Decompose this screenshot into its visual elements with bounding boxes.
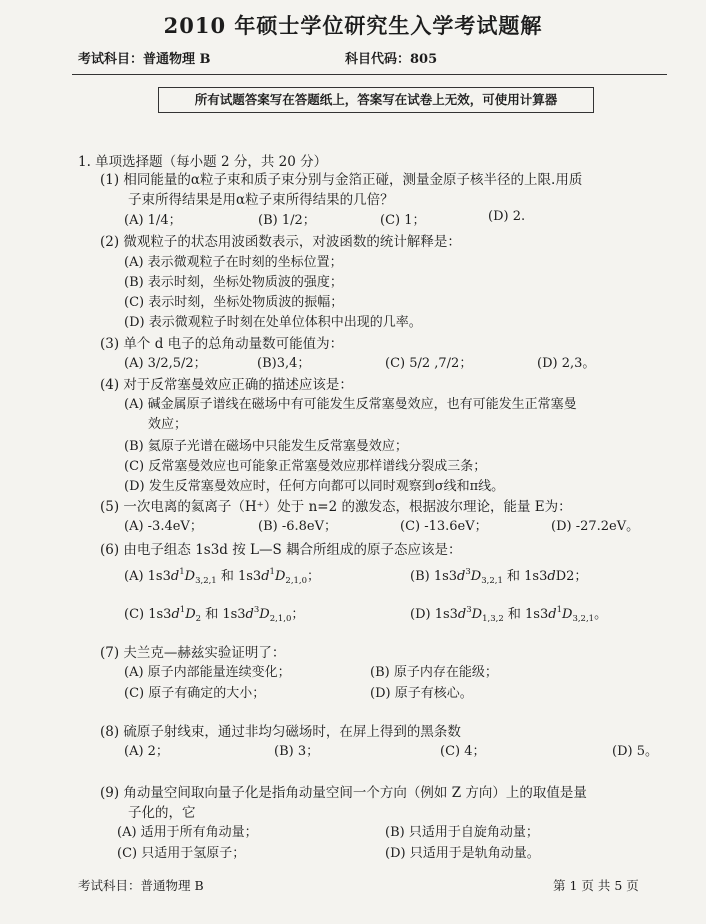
- question-9-option-a: (A) 适用于所有角动量；: [117, 825, 258, 840]
- question-1-option-a: (A) 1/4；: [124, 213, 182, 228]
- question-7-option-a: (A) 原子内部能量连续变化；: [124, 665, 291, 680]
- question-7-option-c: (C) 原子有确定的大小；: [124, 686, 266, 701]
- question-6-stem: (6) 由电子组态 1s3d 按 L—S 耦合所组成的原子态应该是：: [100, 542, 462, 558]
- question-2-option-a: (A) 表示微观粒子在时刻的坐标位置；: [124, 255, 343, 270]
- question-4-stem: (4) 对于反常塞曼效应正确的描述应该是：: [100, 377, 353, 393]
- page-title: 2010 年硕士学位研究生入学考试题解: [163, 13, 543, 38]
- question-9-option-d: (D) 只适用于是轨角动量。: [385, 846, 540, 861]
- question-1-option-b: (B) 1/2；: [258, 213, 316, 228]
- question-3-option-b: (B)3,4；: [257, 356, 311, 371]
- question-5-stem: (5) 一次电离的氦离子（H⁺）处于 n=2 的激发态，根据波尔理论，能量 E为：: [100, 499, 572, 515]
- question-3-option-a: (A) 3/2,5/2；: [124, 356, 207, 371]
- question-2-option-d: (D) 表示微观粒子时刻在处单位体积中出现的几率。: [124, 315, 422, 330]
- question-4-option-c: (C) 反常塞曼效应也可能象正常塞曼效应那样谱线分裂成三条；: [124, 459, 487, 474]
- question-1-option-d: (D) 2.: [488, 209, 526, 224]
- question-2-option-b: (B) 表示时刻，坐标处物质波的强度；: [124, 275, 343, 290]
- question-4-option-d: (D) 发生反常塞曼效应时，任何方向都可以同时观察到σ线和π线。: [124, 479, 505, 494]
- question-3-option-d: (D) 2,3。: [537, 356, 596, 371]
- question-9-option-c: (C) 只适用于氢原子；: [117, 846, 246, 861]
- question-7-option-d: (D) 原子有核心。: [370, 686, 473, 701]
- question-9-stem-line2: 子化的，它: [128, 805, 196, 821]
- question-8-stem: (8) 硫原子射线束，通过非均匀磁场时，在屏上得到的黑条数: [100, 724, 461, 740]
- question-6-option-c: (C) $1s3d^1D_2$ 和 $1s3d^3D_{2,1,0}$；: [124, 605, 305, 624]
- question-8-option-c: (C) 4；: [440, 744, 486, 759]
- section-heading: 1. 单项选择题（每小题 2 分，共 20 分）: [78, 154, 328, 170]
- footer-page-number: 第 1 页 共 5 页: [553, 878, 639, 893]
- question-5-option-b: (B) -6.8eV；: [258, 519, 337, 534]
- question-2-option-c: (C) 表示时刻，坐标处物质波的振幅；: [124, 295, 344, 310]
- question-8-option-b: (B) 3；: [274, 744, 320, 759]
- question-9-stem-line1: (9) 角动量空间取向量子化是指角动量空间一个方向（例如 Z 方向）上的取值是量: [100, 785, 587, 801]
- question-5-option-d: (D) -27.2eV。: [551, 519, 640, 534]
- question-2-stem: (2) 微观粒子的状态用波函数表示，对波函数的统计解释是：: [100, 234, 461, 250]
- question-5-option-a: (A) -3.4eV；: [124, 519, 203, 534]
- question-4-option-a-line1: (A) 碱金属原子谱线在磁场中有可能发生反常塞曼效应，也有可能发生正常塞曼: [124, 397, 577, 412]
- notice-box: 所有试题答案写在答题纸上，答案写在试卷上无效，可使用计算器: [158, 87, 594, 113]
- question-1-option-c: (C) 1；: [380, 213, 426, 228]
- subject-code: 科目代码：805: [345, 52, 438, 67]
- question-9-option-b: (B) 只适用于自旋角动量；: [385, 825, 539, 840]
- question-3-stem: (3) 单个 d 电子的总角动量数可能值为：: [100, 336, 344, 352]
- footer-subject: 考试科目：普通物理 B: [78, 878, 204, 893]
- question-7-option-b: (B) 原子内存在能级；: [370, 665, 498, 680]
- question-4-option-b: (B) 氦原子光谱在磁场中只能发生反常塞曼效应；: [124, 439, 408, 454]
- question-6-option-a: (A) $1s3d^1D_{3,2,1}$ 和 $1s3d^1D_{2,1,0}$；: [124, 567, 321, 586]
- exam-subject: 考试科目：普通物理 B: [78, 52, 211, 67]
- question-6-option-b: (B) $1s3d^3D_{3,2,1}$ 和 1s3dD2；: [410, 567, 588, 586]
- question-7-stem: (7) 夫兰克—赫兹实验证明了：: [100, 645, 286, 661]
- question-6-option-d: (D) $1s3d^3D_{1,3,2}$ 和 $1s3d^1D_{3,2,1}$。: [410, 605, 608, 624]
- question-4-option-a-line2: 效应；: [148, 417, 188, 432]
- question-8-option-d: (D) 5。: [612, 744, 658, 759]
- question-3-option-c: (C) 5/2 ,7/2；: [385, 356, 473, 371]
- question-1-stem-line2: 子束所得结果是用α粒子束所得结果的几倍？: [128, 192, 394, 208]
- question-5-option-c: (C) -13.6eV；: [400, 519, 488, 534]
- question-1-stem-line1: (1) 相同能量的α粒子束和质子束分别与金箔正碰，测量金原子核半径的上限.用质: [100, 172, 583, 188]
- question-8-option-a: (A) 2；: [124, 744, 169, 759]
- header-rule: [72, 74, 667, 75]
